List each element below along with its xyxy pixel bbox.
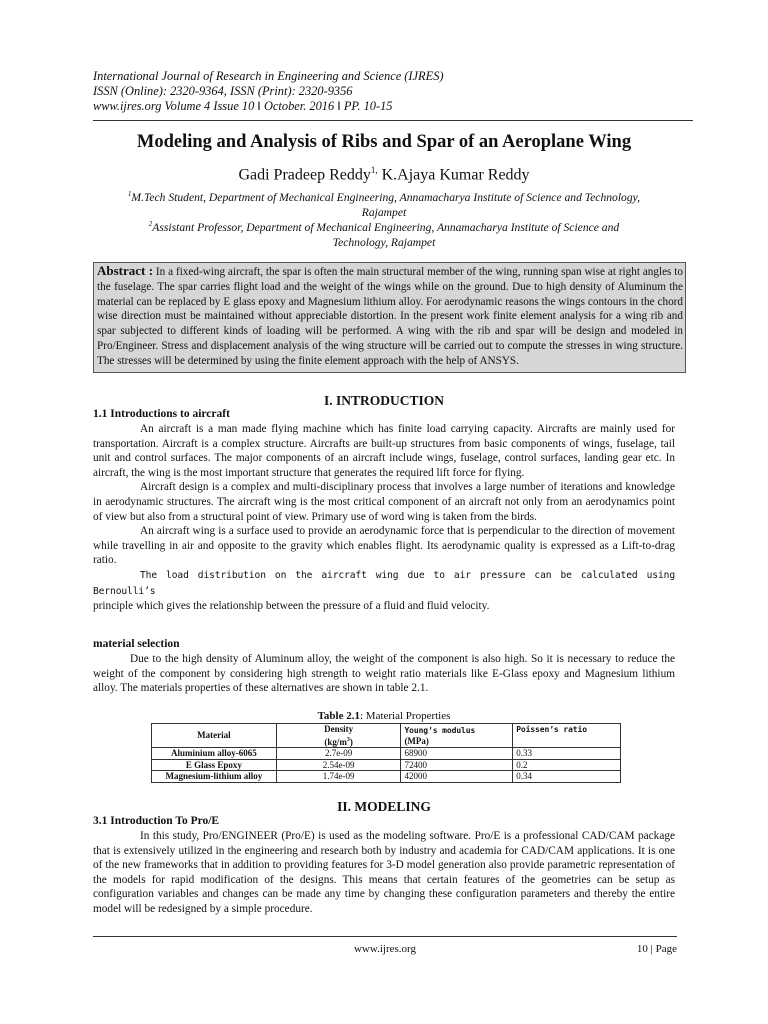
modeling-paragraph: In this study, Pro/ENGINEER (Pro/E) is used as the modeling software. Pro/E is a professional CAD/CAM package that is extensively utilized in the engineering and research both by industry and academia for CAD/CAM applications. It is one of the new frameworks that in addition to providing features for 3-D model generation also provide parametric representation of the models for rapid modification of the designs. This means that certain features of the geometries can be setup as configuration variables and changes can be made any time by changing these configuration parameters and thereby the entire model will be redesigned by a simple procedure. [93,830,675,915]
header-density-label: Density [324,724,354,734]
cell-density: 2.54e-09 [276,759,401,771]
journal-name: International Journal of Research in Engineering and Science (IJRES) [93,69,444,83]
table-row [152,748,621,760]
header-density [276,724,401,748]
cell-material: E Glass Epoxy [152,759,277,771]
header-poisson-ratio [513,724,621,748]
intro-paragraph-3: An aircraft wing is a surface used to provide an aerodynamic force that is perpendicular to the direction of movement while travelling in air and opposite to the gravity which enables flight. Its aerodynamic quality is expressed as a Lift-to-drag ratio. [93,525,675,567]
author-1-sup: 1, [370,165,378,175]
table-caption-label: Table 2.1 [317,710,360,722]
abstract-text: In a fixed-wing aircraft, the spar is often the main structural member of the wing, running span wise at right angles to the fuselage. The spar carries flight load and the weight of the wings while on the ground. Due to high density of Aluminum the material can be replaced by E glass epoxy and Magnesium lithium alloy. For aerodynamic reasons the wings contours in the chord wise direction must be maintained without appreciable distortion. In the present work finite element analysis for a wing rib and spar subjected to different kinds of loading will be performed. A wing with the rib and spar will be design and modeled in Pro/Engineer. Stress and displacement analysis of the wing structure will be carried out to compute the stresses in wing structure. The stresses will be determined by using the finite element approach with the help of ANSYS. [97,266,683,367]
cell-youngs: 72400 [401,759,513,771]
volume-line: www.ijres.org Volume 4 Issue 10 ǁ October. 2016 ǁ PP. 10-15 [93,99,393,113]
section-heading-modeling: II. MODELING [337,799,431,814]
material-selection-body [93,652,675,696]
intro-paragraph-2: Aircraft design is a complex and multi-disciplinary process that involves a large number of iterations and knowledge in aerodynamic structures. The aircraft wing is the most critical component of an aircraft not only from an aerodynamics point of view but also from a structural point of view. Primary use of word wing is taken from the birds. [93,481,675,523]
cell-poisson: 0.34 [513,771,621,783]
cell-youngs: 42000 [401,771,513,783]
abstract-label: Abstract : [97,263,154,278]
author-2: K.Ajaya Kumar Reddy [377,166,530,184]
material-paragraph: Due to the high density of Aluminum alloy, the weight of the component is also high. So it is necessary to reduce the weight of the component by considering high strength to weight ratio materials like E-Glass epoxy and Magnesium lithium alloy. The materials properties of these alternatives are shown in table 2.1. [93,653,675,695]
footer-site: www.ijres.org [353,943,417,955]
cell-poisson: 0.2 [513,759,621,771]
subsection-heading-aircraft: 1.1 Introductions to aircraft [93,408,230,420]
footer-page-number: 10 | Page [636,943,677,955]
intro-paragraph-4-rest: principle which gives the relationship between the pressure of a fluid and fluid velocity. [93,600,490,613]
paper-title: Modeling and Analysis of Ribs and Spar of an Aeroplane Wing [136,132,632,152]
section-heading-introduction: I. INTRODUCTION [323,393,445,408]
table-caption-text: : Material Properties [359,710,451,722]
affiliation-2 [120,217,648,250]
cell-density: 2.7e-09 [276,748,401,760]
cell-material: Magnesium-lithium alloy [152,771,277,783]
cell-poisson: 0.33 [513,748,621,760]
authors [93,165,675,184]
material-properties-table [151,723,621,783]
author-1: Gadi Pradeep Reddy [238,166,371,184]
abstract-box [93,262,686,373]
header-youngs-label: Young’s modulus [404,725,476,735]
cell-youngs: 68900 [401,748,513,760]
header-density-unit: (kg/m [324,736,347,747]
header-density-unit-close: ) [349,736,353,747]
journal-header [93,69,693,121]
intro-paragraph-4-mono: The load distribution on the aircraft wing due to air pressure can be calculated using Bernoulli’s [93,569,675,597]
table-header-row [152,724,621,748]
affiliation-2-text: Assistant Professor, Department of Mechanical Engineering, Annamacharya Institute of Science and Technology, Rajampet [152,220,620,249]
issn-line: ISSN (Online): 2320-9364, ISSN (Print): 2320-9356 [93,84,353,98]
affiliation-2-sup: 2 [148,220,153,228]
table-row [152,771,621,783]
cell-density: 1.74e-09 [276,771,401,783]
affiliation-1 [120,187,648,220]
header-youngs-modulus [401,724,513,748]
header-poisson-label: Poissen’s ratio [516,725,587,734]
header-youngs-unit: (MPa) [404,736,429,746]
modeling-body [93,829,675,917]
cell-material: Aluminium alloy-6065 [152,748,277,760]
page-footer [93,936,677,955]
header-material: Material [152,724,277,748]
header-density-unit-sup: 3 [346,736,350,743]
table-row [152,759,621,771]
intro-paragraph-4 [93,568,675,614]
intro-paragraph-1: An aircraft is a man made flying machine which has finite load carrying capacity. Aircrafts are mainly used for transportation. Aircraft is a complex structure. Aircrafts are built-up structures from basic components of wings, fuselage, tail unit and control surfaces. The major components of an aircraft include wings, fuselage, control surfaces, landing gear etc. In aircraft, the wing is the most important structure that generates the required lift force for flying. [93,423,675,479]
subsection-heading-proe: 3.1 Introduction To Pro/E [93,815,220,827]
affiliation-1-sup: 1 [127,190,132,198]
table-caption [93,710,675,722]
subsection-heading-material-selection: material selection [93,638,180,650]
introduction-body [93,422,675,614]
affiliation-1-text: M.Tech Student, Department of Mechanical Engineering, Annamacharya Institute of Science and Technology, Rajampet [131,190,641,219]
